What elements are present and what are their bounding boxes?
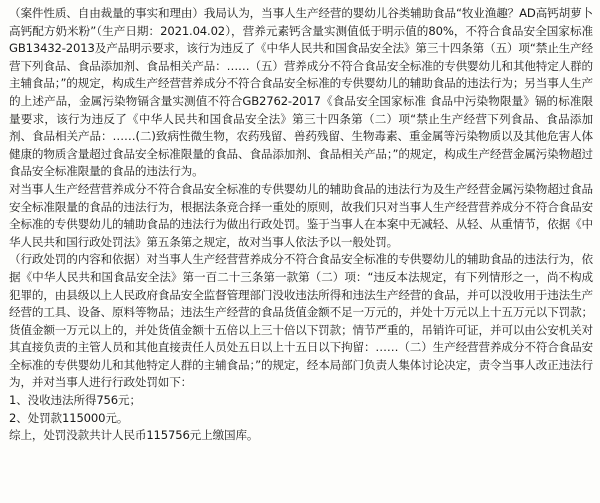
- paragraph-summary: 综上，处罚没款共计人民币115756元上缴国库。: [9, 428, 259, 443]
- paragraph-case-nature: （案件性质、自由裁量的事实和理由）我局认为，当事人生产经营的婴幼儿谷类辅助食品“牧业渔趣？AD高钙胡萝卜高钙配方奶米粉”（生产日期：2021.04.02），营养元素钙含量实测值低于明示值的80%，不符合食品安全国家标准GB13432-2013及产品明示要求，该行为违反了《中华人民共和国食品安全法》第三十四条第（五）项“禁止生产经营下列食品、食品添加剂、食品相关产品：……（五）营养成分不符合食品安全标准的专供婴幼儿和其他特定人群的主辅食品；”的规定，构成生产经营营养成分不符合食品安全标准的专供婴幼儿的辅助食品的违法行为；另当事人生产的上述产品，金属污染物镉含量实测值不符合GB2762-2017《食品安全国家标准 食品中污染物限量》镉的标准限量要求，该行为违反了《中华人民共和国食品安全法》第三十四条第（二）项“禁止生产经营下列食品、食品添加剂、食品相关产品：……(二)致病性微生物，农药残留、兽药残留、生物毒素、重金属等污染物质以及其他危害人体健康的物质含量超过食品安全标准限量的食品、食品添加剂、食品相关产品；”的规定，构成生产经营金属污染物超过食品安全标准限量的食品的违法行为。: [9, 6, 593, 179]
- penalty-item-fine: 2、处罚款115000元。: [9, 410, 129, 425]
- document-body: [9, 5, 593, 445]
- penalty-item-confiscation: 1、没收违法所得756元；: [9, 393, 141, 408]
- paragraph-penalty-basis: （行政处罚的内容和依据）对当事人生产经营营养成分不符合食品安全标准的专供婴幼儿的辅助食品的违法行为，依据《中华人民共和国食品安全法》第一百二十三条第一款第（二）项：“违反本法规定，有下列情形之一，尚不构成犯罪的，由县级以上人民政府食品安全监督管理部门没收违法所得和违法生产经营的食品，并可以没收用于违法生产经营的工具、设备、原料等物品；违法生产经营的食品货值金额不足一万元的，并处十万元以上十五万元以下罚款；货值金额一万元以上的，并处货值金额十五倍以上三十倍以下罚款；情节严重的，吊销许可证，并可以由公安机关对其直接负责的主管人员和其他直接责任人员处五日以上十五日以下拘留：……（二）生产经营营养成分不符合食品安全标准的专供婴幼儿和其他特定人群的主辅食品；”的规定，经本局部门负责人集体讨论决定，责令当事人改正违法行为，并对当事人进行行政处罚如下：: [9, 252, 593, 390]
- paragraph-concurrence-rule: 对当事人生产经营营养成分不符合食品安全标准的专供婴幼儿的辅助食品的违法行为及生产经营金属污染物超过食品安全标准限量的食品的违法行为，根据法条竞合择一重处的原则，故我们只对当事人生产经营营养成分不符合食品安全标准的专供婴幼儿的辅助食品的违法行为做出行政处罚。鉴于当事人在本案中无减轻、从轻、从重情节，依据《中华人民共和国行政处罚法》第五条第之规定，故对当事人依法予以一般处罚。: [9, 181, 593, 249]
